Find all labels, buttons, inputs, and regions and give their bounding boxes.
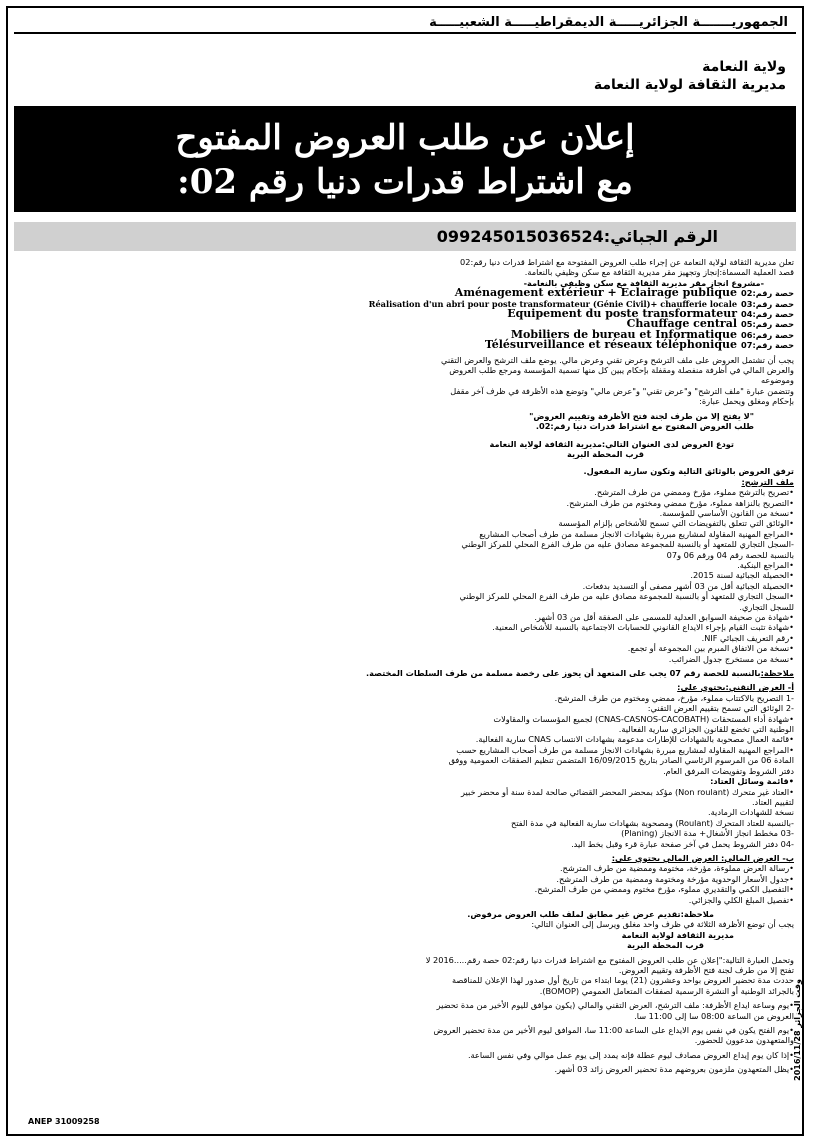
envelope-quote: "لا يفتح إلا من طرف لجنة فتح الأظرفة وتقييم العروض" [529,410,754,421]
note-nonconforming: ملاحظة:تقديم عرض غير مطابق لملف طلب العروض مرفوض. [467,908,714,919]
list-item: المادة 06 من المرسوم الرئاسي الصادر بتاريخ 16/09/2015 المتضمن تنظيم الصفقات العمومية ووفق [448,755,794,766]
list-item: •العتاد غير متحرك (Non roulant) مؤكد بمحضر المحضر القضائي صالحة لمدة سنة أو محضر خبير [460,786,794,797]
equipment-list [18,787,794,849]
intro-line: تعلن مديرية الثقافة لولاية النعامة عن إجراء طلب العروض المفتوحة مع اشتراط قدرات دنيا رقم:02 [460,257,794,267]
closing-para: وتحمل العبارة التالية:"إعلان عن طلب العروض المفتوح مع اشتراط قدرات دنيا رقم:02 حصة رقم.....2016 لا [425,954,794,965]
list-item: •الوثائق التي تتعلق بالتفويضات التي تسمح للأشخاص بإلزام المؤسسة [558,518,794,529]
financial-offer-heading: ب- العرض المالي: العرض المالي يحتوي على: [611,852,794,863]
spacer [18,432,794,439]
list-item: للسجل التجاري. [739,601,794,612]
list-item: •السجل التجاري للمتعهد أو بالنسبة للمجموعة مصادق عليه من طرف الفرع المحلي للمركز الوطني [459,591,794,602]
equipment-heading: •قائمة وسائل العتاد: [710,776,794,787]
list-item: -السجل التجاري للمتعهد أو بالنسبة للمجموعة مصادق عليه من طرف الفرع المحلي للمركز الوطني [461,539,794,550]
list-item: •رسالة العرض مملوءة، مؤرخة، مختومة وممضية من طرف المترشح. [559,863,794,874]
date-stamp: وقت الجزائر 2016/11/28 [793,979,802,1081]
list-item: نسخة للشهادات الرمادية. [708,807,794,818]
list-item: دفتر الشروط وتفويضات المرفق العام. [663,765,794,776]
lot-item: حصة رقم:07 Télésurveillance et réseaux téléphonique [484,338,794,352]
anep-reference: ANEP 31009258 [28,1117,100,1126]
issuer-block [14,58,786,94]
lots-list [18,288,794,350]
lot-item: حصة رقم:02 Aménagement extérieur + Eclairage publique [454,286,794,300]
list-item: -1 التصريح بالاكتتاب مملوء، مؤرخ، ممضي ومختوم من طرف المترشح. [554,692,794,703]
list-item: الوطنية التي تخضع للقانون الجزائري سارية الفعالية. [618,724,794,735]
announcement-body [14,257,796,1075]
list-item: •نسخة من القانون الأساسي للمؤسسة. [659,507,794,518]
envelope-quote: طلب العروض المفتوح مع اشتراط قدرات دنيا رقم:02. [535,421,754,432]
list-item: •نسخة من الاتفاق المبرم بين المجموعة أو تجمع. [627,643,794,654]
list-item: •المراجع البنكية. [737,559,794,570]
envelope-address: مديرية الثقافة لولاية النعامة [621,929,734,940]
list-item: بالنسبة للحصة رقم 04 ورقم 06 و07 [666,549,794,560]
list-item: العروض من الساعة 08:00 سا إلى 11:00 سا. [634,1010,794,1021]
list-item: -2 الوثائق التي تسمح بتقييم العرض التقني: [647,703,794,714]
note-label: ملاحظة: [760,668,794,679]
intro-line: قصد العملية المسماة:إنجاز وتجهيز مقر مديرية الثقافة مع سكن وظيفي بالنعامة. [524,267,794,278]
closing-para: تفتح إلا من طرف لجنة فتح الأظرفة وتقييم العروض. [618,965,794,975]
list-item: •التصريح بالنزاهة مملوء، مؤرخ ممضي ومختوم من طرف المترشح. [566,497,794,508]
republic-header: الجمهوريـــــــة الجزائريـــــة الديمقراطيـــــة الشعبيـــــة [14,14,796,34]
project-title: -مشروع انجاز مقر مديرية الثقافة مع سكن وظيفي بالنعامة- [523,277,764,288]
submission-para: وموضوعه [760,375,794,386]
title-line-2: مع اشتراط قدرات دنيا رقم 02: [177,162,633,202]
technical-offer-heading: أ- العرض التقني:يحتوي على: [677,682,794,693]
note-lot-7 [18,668,794,678]
list-item: •يوم الفتح يكون في نفس يوم الايداع على الساعة 11:00 سا، الموافق ليوم الأخير من مدة تحضير العروض [433,1025,794,1036]
list-item: لتقييم العتاد. [751,796,794,807]
submission-para: بإحكام ومغلق ويحمل عبارة: [699,396,794,407]
closing-para: بالجرائد الوطنية أو النشرة الرسمية لصفقات المتعامل العمومي (BOMOP). [539,985,794,996]
announcement-frame [6,6,804,1136]
title-line-1: إعلان عن طلب العروض المفتوح [175,118,635,158]
list-item: •تصريح بالترشح مملوء، مؤرخ وممضي من طرف المترشح. [594,487,794,498]
list-item: •قائمة العمال مصحوبة بالشهادات للإطارات مدعومة بشهادات الانتساب CNAS سارية الفعالية. [475,734,794,745]
list-item: •الحصيلة الجبائية أقل من 03 أشهر مصفى أو التسديد بدفعات. [582,580,794,591]
list-item: •الحصيلة الجبائية لسنة 2015. [690,570,794,581]
list-item: •تفصيل المبلغ الكلي والجزائي. [688,894,794,905]
deposit-address: تودع العروض لدى العنوان التالي:مديرية الثقافة لولاية النعامة [489,438,734,449]
list-item: •جدول الأسعار الوحدوية مؤرخة ومختومة وممضية من طرف المترشح. [556,873,794,884]
list-item: •نسخة من مستخرج جدول الضرائب. [668,653,794,664]
title-banner [14,106,796,212]
spacer [18,459,794,466]
lot-item: حصة رقم:03 Réalisation d'un abri pour poste transformateur (Génie Civil)+ chaufferie locale [368,298,794,309]
documents-intro: ترفق العروض بالوثائق التالية وتكون سارية المفعول. [583,466,794,477]
submission-para: والعرض المالي في أظرفة منفصلة ومقفلة بإحكام يبين كل منها تسمية المؤسسة ومرجع طلب العروض [449,365,794,376]
directorate-name: مديرية الثقافة لولاية النعامة [593,77,786,93]
list-item: •التفصيل الكمي والتقديري مملوء، مؤرخ مختوم وممضي من طرف المترشح. [534,884,794,895]
lot-item: حصة رقم:04 Equipement du poste transformateur [507,307,794,321]
submission-para: يجب أن تشتمل العروض على ملف الترشح وعرض تقني وعرض مالي. يوضع ملف الترشح والعرض التقني [441,354,794,365]
lot-item: حصة رقم:06 Mobiliers de bureau et Informatique [510,327,794,341]
list-item: •يظل المتعهدون ملزمون بعروضهم مدة تحضير العروض زائد 03 أشهر. [554,1064,794,1075]
closing-para: حددت مدة تحضير العروض بواحد وعشرون (21) يوما ابتداء من تاريخ أول صدور لهذا الإعلان للمناقصة [451,975,794,986]
list-item: •رقم التعريف الجبائي NIF. [701,632,794,643]
note-text: بالنسبة للحصة رقم 07 يجب على المتعهد أن يحوز على رخصة مسلمة من طرف السلطات المختصة. [366,668,761,679]
envelope-para: يجب أن توضع الأظرفة الثلاثة في ظرف واحد مغلق ويرسل إلى العنوان التالي: [531,919,794,930]
list-item: •المراجع المهنية المقاولة لمشاريع مبررة بشهادات الانجاز مسلمة من طرف أصحاب المشاريع [479,528,794,539]
list-item: والمتعهدون مدعوون للحضور. [694,1035,794,1046]
list-item: •يوم وساعة ايداع الأظرفة: ملف الترشح، العرض التقني والمالي (يكون موافق لليوم الأخير من مدة تحضير [436,1000,794,1011]
tax-number: الرقم الجبائي:099245015036524 [14,222,796,251]
wilaya-name: ولاية النعامة [702,59,786,75]
list-item: -بالنسبة للعتاد المتحرك (Roulant) ومصحوبة بشهادات سارية الفعالية في مدة الفتح [511,817,794,828]
candidacy-file-heading: ملف الترشح: [741,476,794,487]
deposit-address: قرب المحطة البرية [567,448,644,459]
submission-para: وتتضمن عبارة "ملف الترشح" و"عرض تقني" و"عرض مالي" وتوضع هذه الأظرفة في ظرف آخر مقفل [450,385,794,396]
list-item: •شهادة من صحيفة السوابق العدلية للمسمى على الصفقة أقل من 03 أشهر. [534,612,794,622]
technical-offer-list [18,693,794,776]
announcement-content [14,14,802,1128]
lot-item: حصة رقم:05 Chauffage central [626,317,794,331]
schedule-list [18,1000,794,1074]
list-item: -03 مخطط انجاز الأشغال+ مدة الانجاز (Planing) [621,828,794,839]
list-item: •المراجع المهنية المقاولة لمشاريع مبررة بشهادات الانجاز مسلمة من طرف أصحاب المشاريع حسب [456,744,794,755]
list-item: •شهادة تثبت القيام بإجراء الايداع القانوني للحسابات الاجتماعية بالنسبة للأشخاص المعنية. [492,622,794,633]
envelope-address: قرب المحطة البرية [627,940,704,951]
list-item: •شهادة أداء المستحقات (CNAS-CASNOS-CACOBATH) لجميع المؤسسات والمقاولات [493,713,794,724]
list-item: -04 دفتر الشروط يحمل في آخر صفحة عبارة قرء وقبل بخط اليد. [571,838,794,849]
financial-offer-list [18,863,794,905]
list-item: •إذا كان يوم إيداع العروض مصادف ليوم عطلة فإنه يمدد إلى يوم عمل موالي وفي نفس الساعة. [467,1049,794,1060]
candidacy-file-list [18,487,794,664]
